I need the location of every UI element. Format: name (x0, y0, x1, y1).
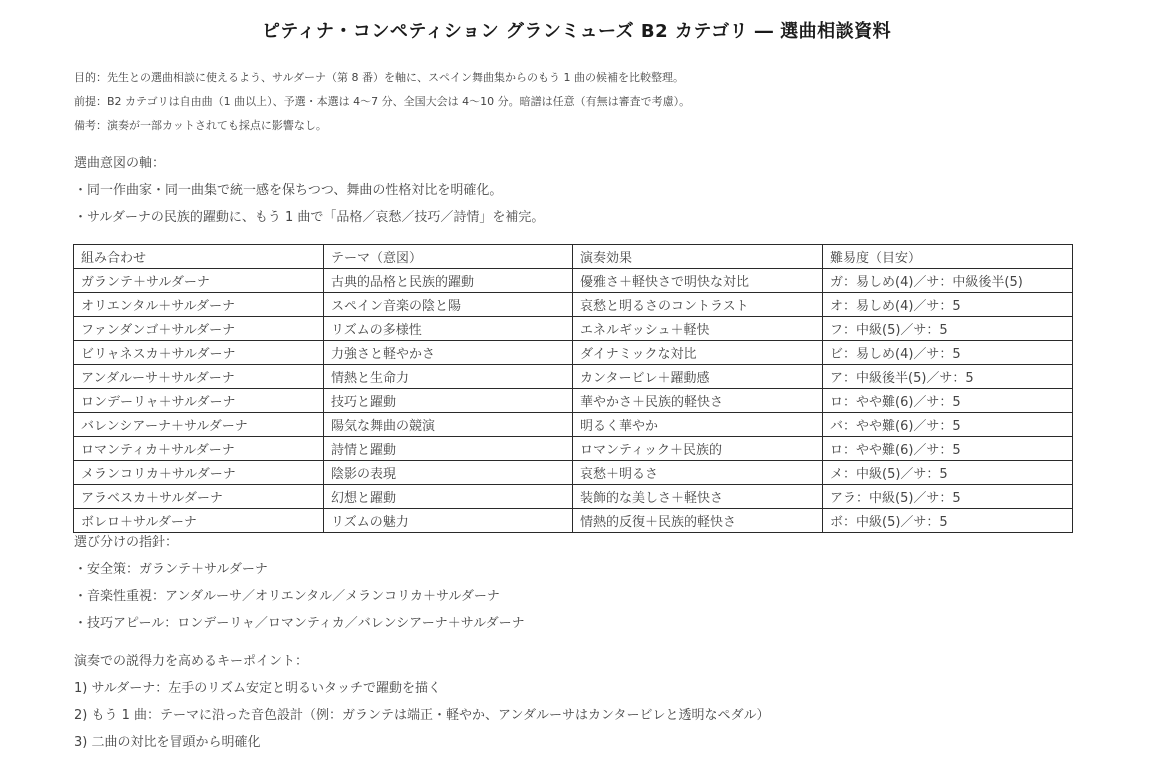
selection-guide-section (74, 531, 525, 639)
table-row (74, 341, 1073, 365)
cell-effect: 情熱的反復＋民族的軽快さ (573, 509, 823, 533)
cell-effect: 華やかさ＋民族的軽快さ (573, 389, 823, 413)
cell-difficulty: ロ：やや難(6)／サ：5 (823, 389, 1073, 413)
table-row (74, 413, 1073, 437)
keypoint-item: 3) 二曲の対比を冒頭から明確化 (74, 735, 261, 750)
cell-difficulty: フ：中級(5)／サ：5 (823, 317, 1073, 341)
cell-difficulty: ビ：易しめ(4)／サ：5 (823, 341, 1073, 365)
axis-item: ・同一作曲家・同一曲集で統一感を保ちつつ、舞曲の性格対比を明確化。 (74, 183, 503, 198)
cell-effect: 優雅さ＋軽快さで明快な対比 (573, 269, 823, 293)
keypoints-heading: 演奏での説得力を高めるキーポイント： (74, 654, 309, 669)
cell-theme: 陽気な舞曲の競演 (324, 413, 573, 437)
guide-item: ・安全策：ガランテ＋サルダーナ (74, 562, 268, 577)
cell-difficulty: メ：中級(5)／サ：5 (823, 461, 1073, 485)
cell-effect: 哀愁と明るさのコントラスト (573, 293, 823, 317)
cell-combination: メランコリカ＋サルダーナ (74, 461, 324, 485)
table-row (74, 437, 1073, 461)
table-row (74, 509, 1073, 533)
keypoint-item: 2) もう 1 曲：テーマに沿った音色設計（例：ガランテは端正・軽やか、アンダルーサはカンタービレと透明なペダル） (74, 708, 770, 723)
cell-combination: ボレロ＋サルダーナ (74, 509, 324, 533)
cell-combination: オリエンタル＋サルダーナ (74, 293, 324, 317)
cell-combination: ロマンティカ＋サルダーナ (74, 437, 324, 461)
premise-note: 前提：B2 カテゴリは自由曲（1 曲以上）、予選・本選は 4〜7 分、全国大会は 4〜10 分。暗譜は任意（有無は審査で考慮）。 (74, 95, 691, 108)
axis-heading: 選曲意図の軸： (74, 156, 166, 171)
cell-theme: リズムの多様性 (324, 317, 573, 341)
cell-theme: 技巧と躍動 (324, 389, 573, 413)
cell-combination: バレンシアーナ＋サルダーナ (74, 413, 324, 437)
header-combination: 組み合わせ (74, 245, 324, 269)
keypoint-item: 1) サルダーナ：左手のリズム安定と明るいタッチで躍動を描く (74, 681, 442, 696)
cell-theme: リズムの魅力 (324, 509, 573, 533)
header-difficulty: 難易度（目安） (823, 245, 1073, 269)
cell-theme: 詩情と躍動 (324, 437, 573, 461)
guide-heading: 選び分けの指針： (74, 535, 179, 550)
guide-item: ・音楽性重視：アンダルーサ／オリエンタル／メランコリカ＋サルダーナ (74, 589, 500, 604)
table-row (74, 461, 1073, 485)
cell-difficulty: ア：中級後半(5)／サ：5 (823, 365, 1073, 389)
cell-difficulty: ロ：やや難(6)／サ：5 (823, 437, 1073, 461)
header-theme: テーマ（意図） (324, 245, 573, 269)
table-row (74, 365, 1073, 389)
table-row (74, 389, 1073, 413)
cell-difficulty: オ：易しめ(4)／サ：5 (823, 293, 1073, 317)
cell-combination: アラベスカ＋サルダーナ (74, 485, 324, 509)
cell-combination: ファンダンゴ＋サルダーナ (74, 317, 324, 341)
table-header-row (74, 245, 1073, 269)
cell-difficulty: ガ：易しめ(4)／サ：中級後半(5) (823, 269, 1073, 293)
cell-difficulty: ボ：中級(5)／サ：5 (823, 509, 1073, 533)
remark-note: 備考：演奏が一部カットされても採点に影響なし。 (74, 119, 327, 132)
cell-combination: アンダルーサ＋サルダーナ (74, 365, 324, 389)
cell-difficulty: アラ：中級(5)／サ：5 (823, 485, 1073, 509)
notes-block (74, 66, 690, 138)
keypoints-section (74, 650, 769, 758)
cell-combination: ビリャネスカ＋サルダーナ (74, 341, 324, 365)
cell-theme: 力強さと軽やかさ (324, 341, 573, 365)
cell-theme: 陰影の表現 (324, 461, 573, 485)
combination-table (73, 244, 1073, 533)
cell-effect: カンタービレ＋躍動感 (573, 365, 823, 389)
cell-theme: 幻想と躍動 (324, 485, 573, 509)
cell-combination: ロンデーリャ＋サルダーナ (74, 389, 324, 413)
axis-item: ・サルダーナの民族的躍動に、もう 1 曲で「品格／哀愁／技巧／詩情」を補完。 (74, 210, 545, 225)
cell-theme: スペイン音楽の陰と陽 (324, 293, 573, 317)
cell-effect: 明るく華やか (573, 413, 823, 437)
cell-effect: エネルギッシュ＋軽快 (573, 317, 823, 341)
table-row (74, 485, 1073, 509)
cell-difficulty: バ：やや難(6)／サ：5 (823, 413, 1073, 437)
guide-item: ・技巧アピール：ロンデーリャ／ロマンティカ／バレンシアーナ＋サルダーナ (74, 616, 525, 631)
page-title: ピティナ・コンペティション グランミューズ B2 カテゴリ ― 選曲相談資料 (261, 21, 892, 42)
cell-effect: 哀愁＋明るさ (573, 461, 823, 485)
cell-effect: ダイナミックな対比 (573, 341, 823, 365)
table-row (74, 293, 1073, 317)
cell-theme: 古典的品格と民族的躍動 (324, 269, 573, 293)
cell-theme: 情熱と生命力 (324, 365, 573, 389)
cell-effect: ロマンティック＋民族的 (573, 437, 823, 461)
cell-combination: ガランテ＋サルダーナ (74, 269, 324, 293)
selection-axis-section (74, 150, 544, 231)
table-row (74, 269, 1073, 293)
header-effect: 演奏効果 (573, 245, 823, 269)
cell-effect: 装飾的な美しさ＋軽快さ (573, 485, 823, 509)
table-row (74, 317, 1073, 341)
purpose-note: 目的：先生との選曲相談に使えるよう、サルダーナ（第 8 番）を軸に、スペイン舞曲集からのもう 1 曲の候補を比較整理。 (74, 71, 684, 84)
